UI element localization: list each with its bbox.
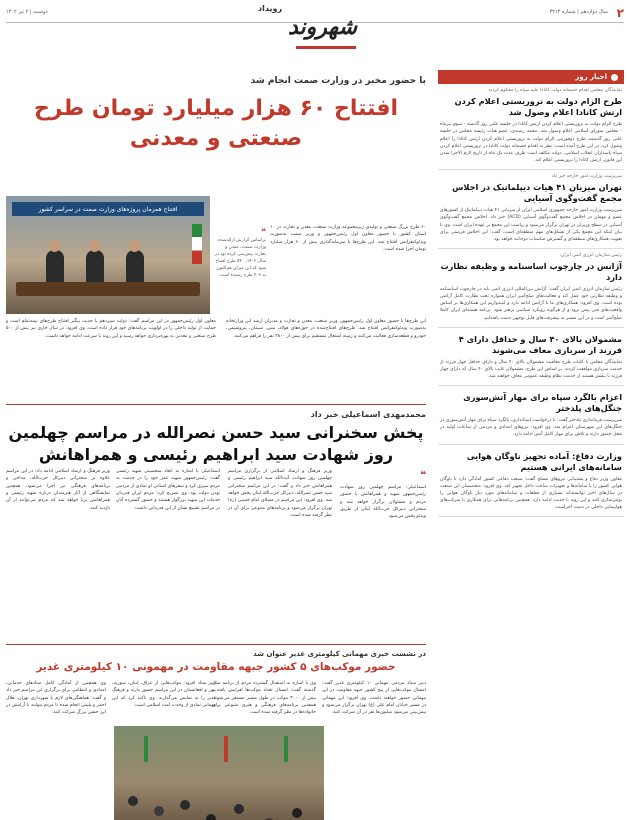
news-item [438, 386, 624, 444]
news-item [438, 249, 624, 328]
crowd-figure [128, 796, 138, 806]
news-item-title: اعزام بالگرد سپاه برای مهار آتش‌سوزی جنگل‌های پلدختر [463, 392, 622, 414]
section-divider [6, 644, 426, 645]
lead-story-photo [6, 196, 210, 314]
flag-icon [224, 736, 228, 762]
news-column [438, 70, 624, 814]
story-three-headline: حضور موکب‌های ۵ کشور جبهه مقاومت در مهمونی ۱۰ کیلومتری غدیر [36, 661, 396, 673]
news-item-title: مشمولان بالای ۴۰ سال و حداقل دارای ۴ فرزند از سربازی معاف می‌شوند [458, 333, 622, 355]
date-info: دوشنبه | ۲ تیر ۱۴۰۲ [6, 9, 48, 15]
side-quote-text: اسماعیلی: مراسم چهلمین روز شهادت رئیس‌جمهور شهید و همراهانش با حضور مردم و مسئولان برگزار خواهد شد و سخنرانی دبیرکل حزب‌الله لبنان از طریق ویدئو پخش می‌شود. [340, 485, 426, 520]
crowd-figure [154, 806, 164, 816]
news-item [438, 84, 624, 170]
news-item-title: آژانس در چارچوب اساسنامه و وظیفه نظارت دارد [440, 261, 622, 283]
news-item-body: معاون وزیر دفاع و پشتیبانی نیروهای مسلح گفت: صنعت دفاعی کشور آمادگی دارد تا ناوگان هوایی کشور را با سامانه‌ها و تجهیزات ساخت داخل تجهیز کند. وی افزود: متخصصان این صنعت در سال‌های اخیر توانسته‌اند بسیاری از قطعات و سامانه‌های مورد نیاز ناوگان هوایی را بومی‌سازی کنند و این روند با جدیت ادامه دارد. همچنین برنامه‌هایی برای همکاری با شرکت‌های هواپیمایی داخلی در دست اجراست. [440, 476, 622, 511]
caption-text: براساس گزارش ارائه‌شده، وزارت صنعت، معدن و تجارت پیش‌بینی کرده بود در سال ۱۴۰۲، ۵۴۰ طرح افتتاح شود که این میزان هم‌اکنون به ۴۰۳ طرح رسیده است. [214, 238, 266, 278]
news-item [438, 170, 624, 249]
news-item-body: سرپرست وزارت امور خارجه جمهوری اسلامی ایران از میزبانی ۴۱ هیات دیپلماتیک از کشورهای عضو و مهمان در اجلاس مجمع گفت‌وگوی آسیایی (ACD) خبر داد. اجلاس مجمع گفت‌وگوی آسیایی در سطح وزیران در تهران برگزار می‌شود و ریاست این مجمع بر عهده ایران است. وی با بیان اینکه این مجمع یکی از تشکل‌های مهم منطقه‌ای است، گفت: این اجلاس فرصتی برای تقویت همکاری‌های منطقه‌ای و گسترش مناسبات دوجانبه خواهد بود. [440, 208, 622, 242]
story-two-headline: پخش سخنرانی سید حسن نصرالله در مراسم چهلمین روز شهادت سید ابراهیم رئیسی و همراهانش [8, 423, 424, 465]
crowd-figure [292, 808, 302, 818]
news-item-title: تهران میزبان ۴۱ هیات دیپلماتیک در اجلاس مجمع گفت‌وگوی آسیایی [452, 182, 622, 204]
crowd-figure [206, 814, 216, 820]
lead-story-caption [214, 226, 266, 279]
logo-accent-bar [296, 46, 356, 49]
news-item-body: طرح الزام دولت به تروریستی اعلام کردن ارتش کانادا در جلسه علنی روز گذشته - سوم تیرماه - مجلس شورای اسلامی اعلام وصول شد. محمد رشیدی، عضو هیات رئیسه مجلس در جلسه علنی روز گذشته، طرح دوفوریتی الزام دولت به تروریستی اعلام کردن ارتش کانادا را اعلام وصول کرد. در این طرح آمده است: نظر به اقدام خصمانه دولت کانادا در تروریستی اعلام کردن سپاه پاسداران انقلاب اسلامی، دولت مکلف است ظرف مدت یک ماه از تاریخ لازم الاجرا شدن این قانون، ارتش کانادا را تروریستی اعلام کند. [440, 122, 622, 163]
news-item [438, 328, 624, 386]
news-item-title: طرح الزام دولت به تروریستی اعلام کردن ارتش کانادا اعلام وصول شد [454, 96, 622, 118]
flag-icon [192, 224, 202, 264]
quote-mark-icon: ❝ [420, 470, 426, 481]
person-head [129, 240, 140, 252]
news-column-title: اخبار روز [575, 73, 607, 81]
issue-info: سال دوازدهم | شماره ۳۲۱۴ [549, 9, 608, 15]
newspaper-logo: شهروند [288, 14, 358, 40]
flag-icon [144, 736, 148, 762]
story-two-text: اسماعیلی با اشاره به ابعاد شخصیتی شهید رئیسی گفت: رئیس‌جمهور شهید عمر خود را در خدمت به مردم سپری کرد و سفرهای استانی او نمادی از مردمی بودن دولت بود. وی تصریح کرد: مردم ایران قدردان خدمات این شهید بزرگوار هستند و حضور گسترده آنان در مراسم تشییع نشان از این قدردانی داشت. [116, 469, 220, 511]
news-column-header [438, 70, 624, 84]
main-column [6, 70, 426, 814]
conference-table [16, 282, 200, 296]
news-item-body: سرپرست فرمانداری پلدختر گفت: با درخواست استانداری، بالگرد سپاه برای مهار آتش‌سوزی در جنگل‌های این شهرستان اعزام شد. وی افزود: نیروهای امدادی و مردمی از ساعات اولیه در محل حضور دارند و تلاش برای مهار کامل آتش ادامه دارد. [440, 418, 622, 438]
person-figure [86, 250, 104, 284]
flag-icon [284, 736, 288, 762]
quote-mark-icon: ❝ [261, 227, 266, 236]
news-item-kicker: سرپرست وزارت امور خارجه خبر داد [551, 173, 622, 179]
news-item-kicker: نمایندگان مجلس اقدام خصمانه دولت کانادا علیه سپاه را محکوم کردند [488, 88, 622, 93]
story-three-text: دبیر ستاد مردمی مهمانی ۱۰ کیلومتری غدیر گفت: امسال موکب‌هایی از پنج کشور جبهه مقاومت در این مهمانی حضور خواهند داشت. وی افزود: این مهمانی در مسیر خیابان امام علی (ع) تهران برگزار می‌شود و پیش‌بینی می‌شود میلیون‌ها نفر در آن شرکت کنند. [322, 681, 426, 716]
section-divider [6, 404, 426, 405]
story-two-kicker: محمدمهدی اسماعیلی خبر داد [310, 410, 426, 419]
crowd-figure [234, 804, 244, 814]
story-two-text: وزیر فرهنگ و ارشاد اسلامی از برگزاری مراسم چهلمین روز شهادت آیت‌الله سید ابراهیم رئیسی و همراهانش خبر داد و گفت: در این مراسم سخنرانی سید حسن نصرالله، دبیرکل حزب‌الله لبنان پخش خواهد شد. وی افزود: این مراسم در مصلای امام خمینی (ره) تهران برگزار می‌شود و برنامه‌های متنوعی برای آن در نظر گرفته شده است. [228, 469, 332, 519]
lead-story-text: معاون اول رئیس‌جمهور در این مراسم گفت: دولت سیزدهم با جدیت پیگیر افتتاح طرح‌های نیمه‌تمام است و حمایت از تولید داخلی را در اولویت برنامه‌های خود قرار داده است. وی افزود: در سال جاری نیز بیش از ۵۰۰ طرح صنعتی و معدنی به بهره‌برداری خواهد رسید و این روند با سرعت ادامه خواهد داشت. [6, 319, 216, 339]
masthead [0, 0, 630, 64]
news-item-title: وزارت دفاع: آماده تجهیز ناوگان هوایی سامانه‌های ایرانی هستیم [466, 450, 622, 472]
person-head [49, 240, 60, 252]
news-item [438, 445, 624, 518]
section-tag: رویداد [258, 4, 283, 13]
story-three-text: دبیر ستاد افزود: موکب‌هایی از عراق، لبنان، سوریه، یمن و افغانستان در این مراسم حضور دارند و فرهنگ غدیر را به نمایش می‌گذارند. وی تاکید کرد که این مهمانی نمادی از وحدت امت اسلامی است. [112, 681, 216, 709]
lead-story-kicker: با حضور مخبر در وزارت صمت انجام شد [250, 76, 426, 86]
lead-story-text: این طرح‌ها با حضور معاون اول رئیس‌جمهور، وزیر صنعت، معدن و تجارت و مدیران ارشد این وزارتخانه به‌صورت ویدئوکنفرانس افتتاح شد. طرح‌های افتتاح‌شده در حوزه‌های فولاد، مس، سیمان، پتروشیمی، خودرو و قطعه‌سازی فعالیت می‌کنند و زمینه اشتغال مستقیم برای بیش از ۲۸۰۰ نفر را فراهم می‌کنند. [226, 319, 426, 339]
crowd-photo [114, 726, 324, 820]
story-three-text: وی همچنین از آمادگی کامل ستادهای خدماتی، امدادی و انتظامی برای برگزاری این مراسم خبر داد و گفت: هماهنگی‌های لازم با شهرداری تهران، هلال احمر و پلیس انجام شده تا مردم بتوانند با آرامش در این جشن بزرگ شرکت کنند. [6, 681, 106, 716]
news-item-body: نمایندگان مجلس با کلیات طرح معافیت مشمولان بالای ۴۰ سال و دارای حداقل چهار فرزند از خدمت سربازی موافقت کردند. بر اساس این طرح، مشمولان غایب بالای ۴۰ سال که دارای چهار فرزند یا بیشتر هستند از خدمت نظام وظیفه عمومی معاف خواهند شد. [440, 359, 623, 380]
story-three-text: وی با اشاره به استقبال گسترده مردم از برنامه سال گذشته گفت: امسال تعداد موکب‌ها افزایش یافته و بیش از ۳۰۰۰ موکب در طول مسیر مستقر می‌شوند. همچنین برنامه‌های فرهنگی و هنری متنوعی برای خانواده‌ها در نظر گرفته شده است. [212, 681, 316, 716]
story-two-text: وزیر فرهنگ و ارشاد اسلامی ادامه داد: در این مراسم علاوه بر سخنرانی دبیرکل حزب‌الله، مداحی و برنامه‌های فرهنگی نیز اجرا می‌شود. همچنین نمایشگاهی از آثار هنرمندان درباره شهید رئیسی و همراهانش برپا خواهد شد که مردم می‌توانند از آن بازدید کنند. [6, 469, 110, 511]
page-number: ۲ [616, 6, 624, 20]
news-item-body: رئیس سازمان انرژی اتمی ایران گفت: آژانس بین‌المللی انرژی اتمی باید در چارچوب اساسنامه و وظیفه نظارتی خود عمل کند و فعالیت‌های صلح‌آمیز ایران همواره تحت نظارت کامل آژانس بوده است. وی افزود: همکاری‌های ما با آژانس ادامه دارد و امیدواریم این همکاری‌ها بر اساس واقعیت‌های فنی پیش برود و از هرگونه رویکرد سیاسی پرهیز شود. برنامه هسته‌ای ایران کاملا صلح‌آمیز است و در این مسیر به پیشرفت‌های قابل توجهی دست یافته‌ایم. [440, 287, 622, 321]
story-three-kicker: در نشست خبری مهمانی کیلومتری غدیر عنوان شد [253, 650, 426, 658]
crowd-figure [180, 800, 190, 810]
person-head [89, 240, 100, 252]
lead-story-text: ۶۰ طرح بزرگ صنعتی و تولیدی زیرمجموعه وزارت صنعت، معدن و تجارت در ۱۰ استان کشور با حضور معاون اول رئیس‌جمهور و وزیر صمت به‌صورت ویدئوکنفرانس افتتاح شد. این طرح‌ها با سرمایه‌گذاری بیش از ۶۰ هزار میلیارد تومان اجرا شده است. [270, 225, 426, 253]
news-item-kicker: رئیس سازمان انرژی اتمی ایران: [559, 252, 622, 258]
lead-story-headline: افتتاح ۶۰ هزار میلیارد تومان طرح صنعتی و معدنی [33, 96, 399, 151]
story-two-side-quote [340, 468, 426, 521]
person-figure [126, 250, 144, 284]
bullet-icon [611, 74, 618, 81]
photo-banner: افتتاح همزمان پروژه‌های وزارت صمت در سراسر کشور [12, 202, 204, 216]
person-figure [46, 250, 64, 284]
